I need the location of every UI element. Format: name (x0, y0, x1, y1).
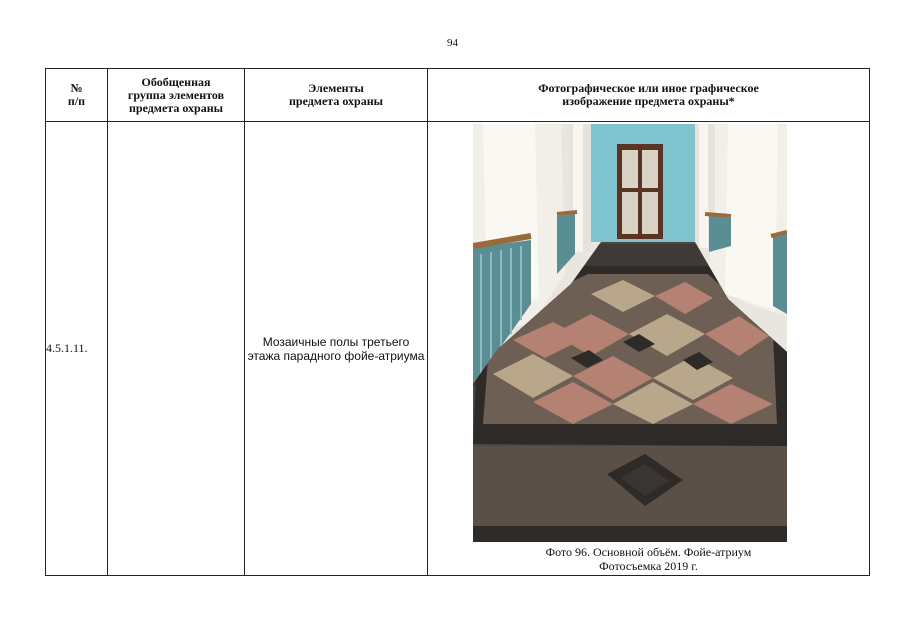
header-image-label: Фотографическое или иное графическое изображение предмета охраны* (538, 81, 759, 108)
header-num-label: № п/п (67, 81, 86, 108)
photo-date: Фотосъемка 2019 г. (599, 559, 698, 573)
row-group (108, 122, 245, 576)
header-elements (245, 69, 428, 122)
row-photo-cell (428, 122, 870, 576)
table-row (46, 122, 870, 576)
header-elements-label: Элементы предмета охраны (288, 81, 384, 108)
photo-caption: Фото 96. Основной объём. Фойе-атриум (545, 545, 752, 559)
header-group-label: Обобщенная группа элементов предмета охраны (127, 74, 225, 115)
heritage-table (45, 68, 870, 576)
header-group (108, 69, 245, 122)
atrium-floor-photo (473, 124, 787, 542)
right-railing (709, 216, 731, 252)
header-num (46, 69, 108, 122)
row-number: 4.5.1.11. (46, 122, 108, 576)
table-header-row (46, 69, 870, 122)
page-number: 94 (447, 37, 458, 49)
row-element: Мозаичные полы третьего этажа парадного фойе-атриума (245, 122, 428, 576)
header-image (428, 69, 870, 122)
